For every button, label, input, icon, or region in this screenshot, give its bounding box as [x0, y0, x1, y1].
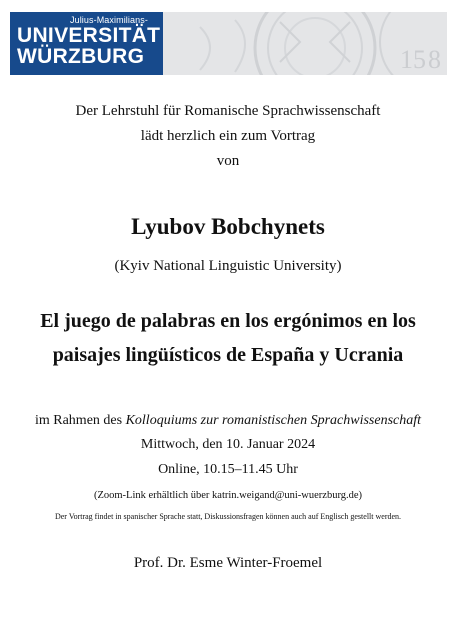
invitation-line: lädt herzlich ein zum Vortrag [140, 128, 316, 144]
host-professor: Prof. Dr. Esme Winter-Froemel [133, 555, 323, 571]
colloquium-series [0, 413, 456, 429]
event-time: Online, 10.15–11.45 Uhr [158, 462, 298, 477]
talk-title-line-2: paisajes lingüísticos de España y Ucrania [52, 344, 404, 366]
speaker-affiliation: (Kyiv National Linguistic University) [114, 258, 342, 274]
talk-title-line-1: El juego de palabras en los ergónimos en los [40, 310, 416, 332]
logo-line-universitaet: UNIVERSITÄT [17, 24, 161, 47]
university-header-banner [10, 12, 447, 75]
logo-subtitle: Julius-Maximilians- [70, 15, 148, 25]
series-name: Kolloquiums zur romanistischen Sprachwissenschaft [125, 413, 422, 428]
event-date: Mittwoch, den 10. Januar 2024 [140, 437, 316, 452]
von-line: von [216, 153, 240, 169]
organizer-line: Der Lehrstuhl für Romanische Sprachwissenschaft [75, 103, 381, 119]
logo-line-wuerzburg: WÜRZBURG [17, 45, 145, 68]
speaker-name: Lyubov Bobchynets [131, 214, 325, 239]
language-note: Der Vortrag findet in spanischer Sprache statt, Diskussionsfragen können auch auf Englisch gestellt werden. [54, 512, 402, 521]
svg-text:15: 15 [400, 45, 426, 74]
svg-text:8: 8 [428, 45, 441, 74]
university-logo [10, 12, 163, 75]
series-prefix: im Rahmen des [34, 413, 126, 428]
zoom-link-note: (Zoom-Link erhältlich über katrin.weigand@uni-wuerzburg.de) [93, 490, 363, 501]
